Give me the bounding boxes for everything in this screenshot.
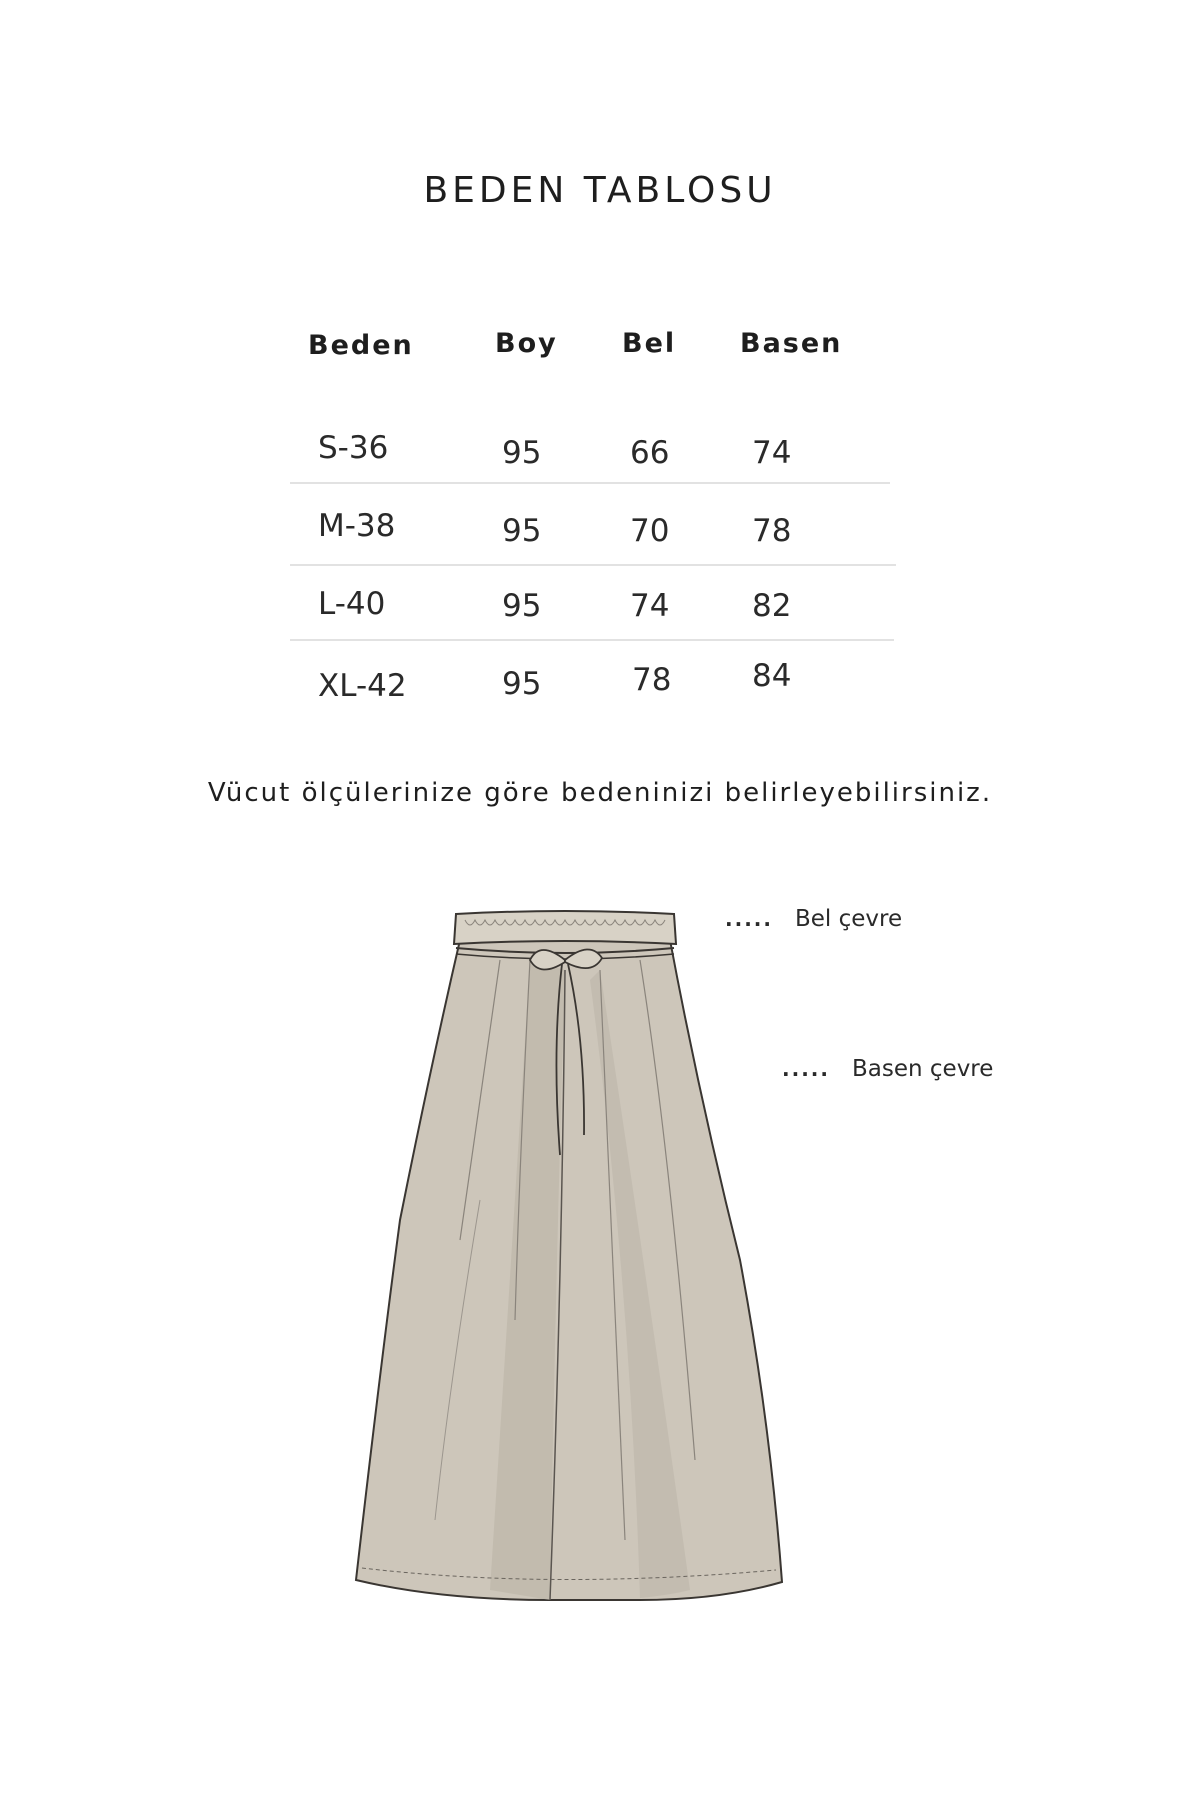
size-cell: L-40: [318, 586, 386, 622]
skirt-illustration: [340, 900, 800, 1620]
table-row: [0, 586, 1200, 656]
column-header-hip: Basen: [740, 328, 843, 359]
column-header-length: Boy: [495, 328, 558, 359]
waist-cell: 78: [632, 662, 672, 698]
size-cell: S-36: [318, 430, 389, 466]
length-cell: 95: [502, 666, 542, 702]
row-divider: [290, 482, 890, 484]
waist-cell: 74: [630, 588, 670, 624]
size-note: Vücut ölçülerinize göre bedeninizi belirleyebilirsiniz.: [207, 778, 993, 808]
hip-cell: 82: [752, 588, 792, 624]
page-title: BEDEN TABLOSU: [423, 170, 777, 211]
hip-cell: 78: [752, 513, 792, 549]
hip-cell: 74: [752, 435, 792, 471]
waist-callout-dots: .....: [725, 907, 773, 931]
waist-cell: 70: [630, 513, 670, 549]
hip-callout-dots: .....: [782, 1057, 830, 1081]
length-cell: 95: [502, 435, 542, 471]
length-cell: 95: [502, 513, 542, 549]
table-row: [0, 508, 1200, 578]
hip-cell: 84: [752, 658, 792, 694]
hip-callout-label: Basen çevre: [852, 1056, 994, 1082]
waist-cell: 66: [630, 435, 670, 471]
size-cell: XL-42: [318, 668, 407, 704]
column-header-size: Beden: [308, 330, 414, 361]
waist-callout-label: Bel çevre: [795, 906, 903, 932]
skirt-body: [356, 940, 782, 1600]
length-cell: 95: [502, 588, 542, 624]
hip-callout: [782, 1056, 993, 1082]
size-cell: M-38: [318, 508, 396, 544]
table-row: [0, 658, 1200, 734]
column-header-waist: Bel: [622, 328, 677, 359]
skirt-waistband: [454, 911, 676, 944]
row-divider: [290, 564, 896, 566]
row-divider: [290, 639, 894, 641]
table-row: [0, 430, 1200, 500]
